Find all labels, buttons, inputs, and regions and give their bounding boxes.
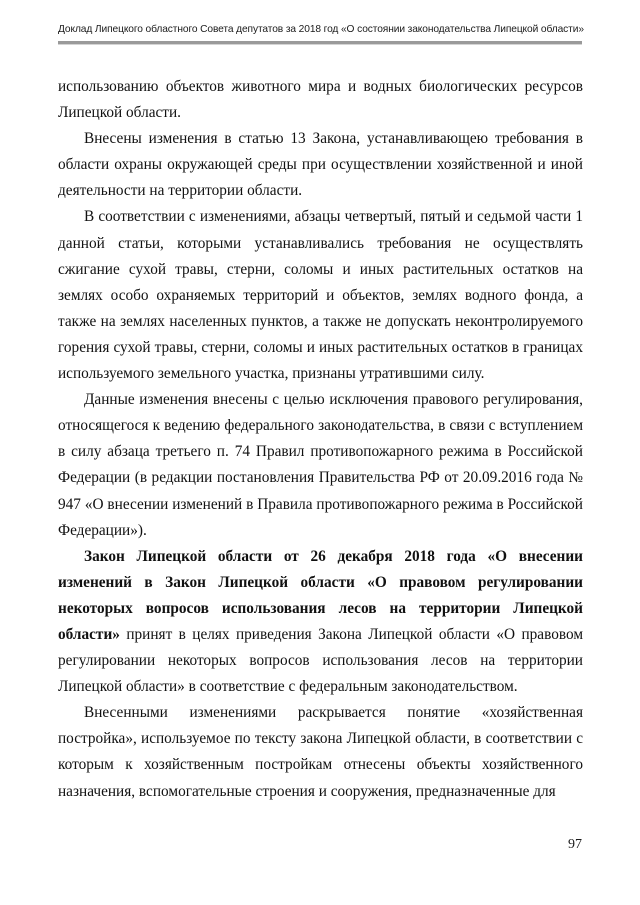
paragraph-purpose: Данные изменения внесены с целью исключения правового регулирования, относящегося к ведению федерального законодательства, в связи с вступлением в силу абзаца третьего п. 74 Правил противопожарного режима в Российской Федерации (в редакции постановления Правительства РФ от 20.09.2016 года № 947 «О внесении изменений в Правила противопожарного режима в Российской Федерации»). — [58, 391, 583, 539]
header-rule — [58, 41, 582, 44]
forest-law-title: Закон Липецкой области от 26 декабря 2018 года «О внесении изменений в Закон Липецкой области «О правовом регулировании некоторых вопросов использования лесов на территории Липецкой области» — [58, 547, 583, 643]
running-header: Доклад Липецкого областного Совета депутатов за 2018 год «О состоянии законодательства Липецкой области» — [58, 24, 584, 35]
paragraph-article-13: Внесены изменения в статью 13 Закона, устанавливающею требования в области охраны окружающей среды при осуществлении хозяйственной и иной деятельности на территории области. — [58, 130, 583, 200]
forest-law-description: принят в целях приведения Закона Липецкой области «О правовом регулировании некоторых вопросов использования лесов на территории Липецкой области» в соответствие с федеральным законодательством. — [58, 625, 583, 696]
paragraph-continuation: использованию объектов животного мира и водных биологических ресурсов Липецкой области. — [58, 78, 583, 122]
paragraph-amendments-part-1: В соответствии с изменениями, абзацы четвертый, пятый и седьмой части 1 данной статьи, которыми устанавливались требования не осуществлять сжигание сухой травы, стерни, соломы и иных растительных остатков на землях особо охраняемых территорий и объектов, землях водного фонда, а также на землях населенных пунктов, а также не допускать неконтролируемого горения сухой травы, стерни, соломы и иных растительных остатков в границах используемого земельного участка, признаны утратившими силу. — [58, 208, 583, 383]
paragraph-forest-law — [58, 544, 583, 701]
document-body — [58, 74, 583, 805]
paragraph-household-building: Внесенными изменениями раскрывается понятие «хозяйственная постройка», используемое по тексту закона Липецкой области, в соответствии с которым к хозяйственным постройкам отнесены объекты хозяйственного назначения, вспомогательные строения и сооружения, предназначенные для — [58, 704, 583, 800]
page-number: 97 — [568, 837, 582, 852]
